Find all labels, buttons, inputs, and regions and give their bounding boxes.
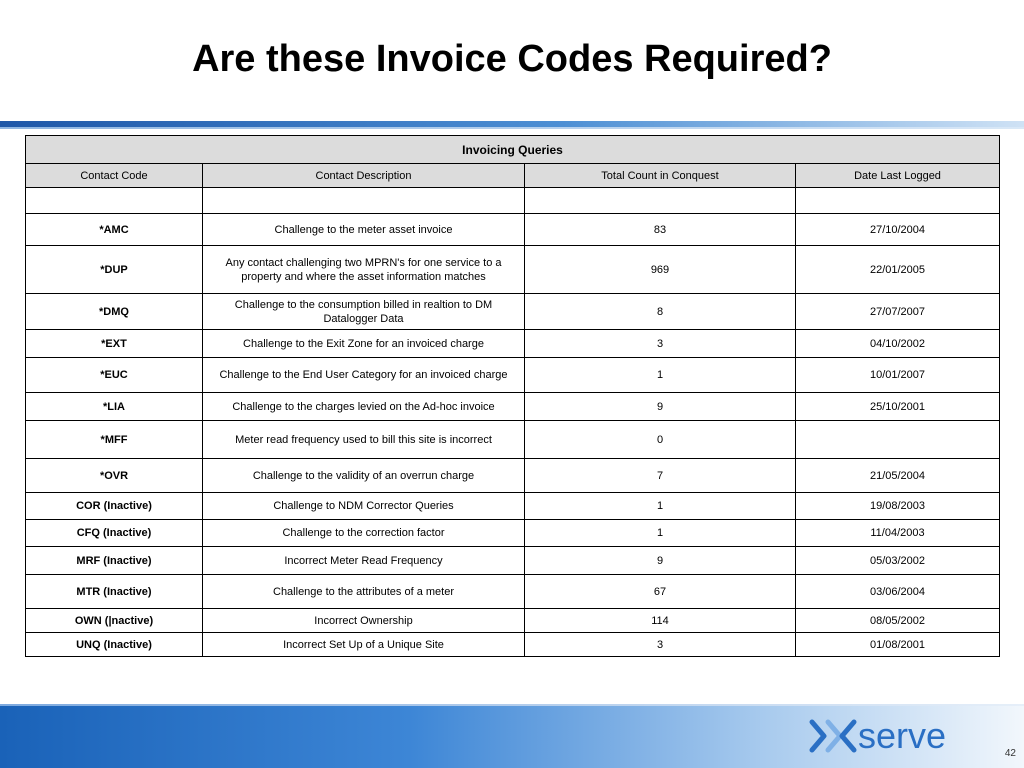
cell-contact-code: *DUP	[26, 246, 203, 294]
cell-date-last-logged: 21/05/2004	[796, 459, 1000, 493]
cell-contact-description: Incorrect Set Up of a Unique Site	[203, 633, 525, 657]
table-caption-row	[26, 136, 1000, 164]
cell-contact-code: MRF (Inactive)	[26, 547, 203, 575]
cell-date-last-logged: 27/07/2007	[796, 294, 1000, 330]
cell-total-count: 1	[525, 520, 796, 547]
column-header-contact-code: Contact Code	[26, 164, 203, 188]
cell-contact-description: Challenge to the correction factor	[203, 520, 525, 547]
table-header-row	[26, 164, 1000, 188]
cell-total-count: 8	[525, 294, 796, 330]
cell-contact-code: CFQ (Inactive)	[26, 520, 203, 547]
xoserve-logo	[808, 712, 988, 760]
cell-contact-code: OWN (|nactive)	[26, 609, 203, 633]
cell-date-last-logged: 01/08/2001	[796, 633, 1000, 657]
cell-contact-description: Challenge to the validity of an overrun charge	[203, 459, 525, 493]
cell-total-count: 969	[525, 246, 796, 294]
cell-total-count: 9	[525, 393, 796, 421]
cell-total-count: 9	[525, 547, 796, 575]
cell-date-last-logged: 05/03/2002	[796, 547, 1000, 575]
table-row	[26, 294, 1000, 330]
cell-date-last-logged: 08/05/2002	[796, 609, 1000, 633]
cell-total-count: 0	[525, 421, 796, 459]
table-row	[26, 393, 1000, 421]
cell-contact-description: Any contact challenging two MPRN's for one service to a property and where the asset information matches	[203, 246, 525, 294]
cell-contact-description: Challenge to the meter asset invoice	[203, 214, 525, 246]
invoicing-queries-table	[25, 135, 1000, 657]
cell-contact-description: Incorrect Meter Read Frequency	[203, 547, 525, 575]
cell-contact-description: Challenge to NDM Corrector Queries	[203, 493, 525, 520]
cell-contact-description: Challenge to the End User Category for an invoiced charge	[203, 358, 525, 393]
cell-contact-description: Incorrect Ownership	[203, 609, 525, 633]
table-row	[26, 575, 1000, 609]
table-row	[26, 493, 1000, 520]
cell-total-count: 3	[525, 633, 796, 657]
cell-date-last-logged: 10/01/2007	[796, 358, 1000, 393]
table-row	[26, 214, 1000, 246]
title-divider-thin	[0, 127, 1024, 129]
cell-date-last-logged: 03/06/2004	[796, 575, 1000, 609]
cell-date-last-logged: 19/08/2003	[796, 493, 1000, 520]
cell-total-count: 67	[525, 575, 796, 609]
cell-total-count: 114	[525, 609, 796, 633]
cell-contact-code: *MFF	[26, 421, 203, 459]
page-number: 42	[1004, 748, 1016, 759]
table-row	[26, 459, 1000, 493]
table-row	[26, 421, 1000, 459]
cell-date-last-logged: 04/10/2002	[796, 330, 1000, 358]
cell-date-last-logged	[796, 188, 1000, 214]
table-row	[26, 520, 1000, 547]
column-header-total-count: Total Count in Conquest	[525, 164, 796, 188]
table-caption: Invoicing Queries	[26, 136, 1000, 164]
cell-total-count: 3	[525, 330, 796, 358]
cell-date-last-logged: 22/01/2005	[796, 246, 1000, 294]
cell-total-count: 1	[525, 358, 796, 393]
cell-contact-code: *DMQ	[26, 294, 203, 330]
cell-date-last-logged	[796, 421, 1000, 459]
cell-total-count: 7	[525, 459, 796, 493]
cell-date-last-logged: 25/10/2001	[796, 393, 1000, 421]
cell-contact-code: *EXT	[26, 330, 203, 358]
cell-date-last-logged: 11/04/2003	[796, 520, 1000, 547]
table-row	[26, 246, 1000, 294]
svg-text:serve: serve	[858, 715, 947, 756]
slide-title: Are these Invoice Codes Required?	[192, 38, 832, 80]
cell-contact-description: Challenge to the charges levied on the Ad-hoc invoice	[203, 393, 525, 421]
cell-date-last-logged: 27/10/2004	[796, 214, 1000, 246]
cell-contact-code: *OVR	[26, 459, 203, 493]
cell-contact-description: Meter read frequency used to bill this site is incorrect	[203, 421, 525, 459]
cell-contact-description: Challenge to the consumption billed in realtion to DM Datalogger Data	[203, 294, 525, 330]
column-header-date-last-logged: Date Last Logged	[796, 164, 1000, 188]
cell-total-count: 83	[525, 214, 796, 246]
cell-contact-code: *LIA	[26, 393, 203, 421]
table-row	[26, 330, 1000, 358]
table-row	[26, 609, 1000, 633]
cell-contact-code: UNQ (Inactive)	[26, 633, 203, 657]
table-row	[26, 547, 1000, 575]
table-row	[26, 188, 1000, 214]
cell-total-count: 1	[525, 493, 796, 520]
cell-contact-code: *AMC	[26, 214, 203, 246]
cell-contact-code: *EUC	[26, 358, 203, 393]
cell-contact-code: MTR (Inactive)	[26, 575, 203, 609]
cell-contact-description: Challenge to the attributes of a meter	[203, 575, 525, 609]
cell-contact-code	[26, 188, 203, 214]
table-row	[26, 358, 1000, 393]
cell-total-count	[525, 188, 796, 214]
cell-contact-code: COR (Inactive)	[26, 493, 203, 520]
cell-contact-description: Challenge to the Exit Zone for an invoiced charge	[203, 330, 525, 358]
cell-contact-description	[203, 188, 525, 214]
table-row	[26, 633, 1000, 657]
column-header-contact-description: Contact Description	[203, 164, 525, 188]
